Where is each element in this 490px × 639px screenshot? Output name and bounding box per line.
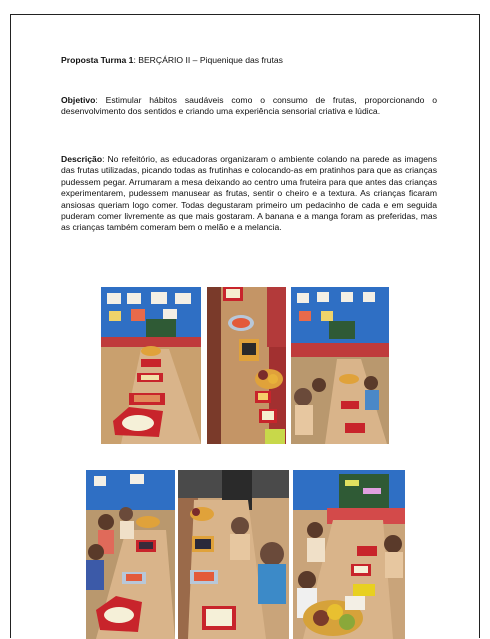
description-text: : No refeitório, as educadoras organizaram o ambiente colando na parede as imagens das frutas utilizadas, picando todas as frutinhas e colocando-as em pratinhos para que as crianças pudessem pegar. Arrumaram a mesa deixando ao centro uma fruteira para que antes das crianças experimentarem, pudessem manusear as frutas, sentir o cheiro e a textura. As crianças ficaram ansiosas queriam logo comer. Todas degustaram primeiro um pedacinho de cada e em seguida puderam comer livremente as que mais gostaram. A banana e a manga foram as preferidas, mas as crianças também comeram bem o melão e a melancia.: [61, 154, 437, 233]
photo-criancas-mesa: [291, 287, 389, 444]
photo-refeitorio-mesa: [101, 287, 201, 444]
photo-mesa-pratinhos: [207, 287, 286, 444]
objective-label: Objetivo: [61, 95, 96, 105]
description-label: Descrição: [61, 154, 103, 164]
objective-paragraph: [61, 95, 437, 118]
proposal-label: Proposta Turma 1: [61, 55, 134, 65]
photo-mesa-criancas-lado: [178, 470, 289, 639]
document-page: [10, 14, 480, 638]
photo-fruteira-quadro: [293, 470, 405, 639]
proposal-text: : BERÇÁRIO II – Piquenique das frutas: [133, 55, 283, 65]
objective-text: : Estimular hábitos saudáveis como o consumo de frutas, proporcionando o desenvolvimento dos sentidos e criando uma experiência sensorial criativa e lúdica.: [61, 95, 437, 117]
proposal-title: [61, 55, 437, 66]
description-paragraph: [61, 154, 437, 234]
photo-criancas-comendo: [86, 470, 175, 639]
